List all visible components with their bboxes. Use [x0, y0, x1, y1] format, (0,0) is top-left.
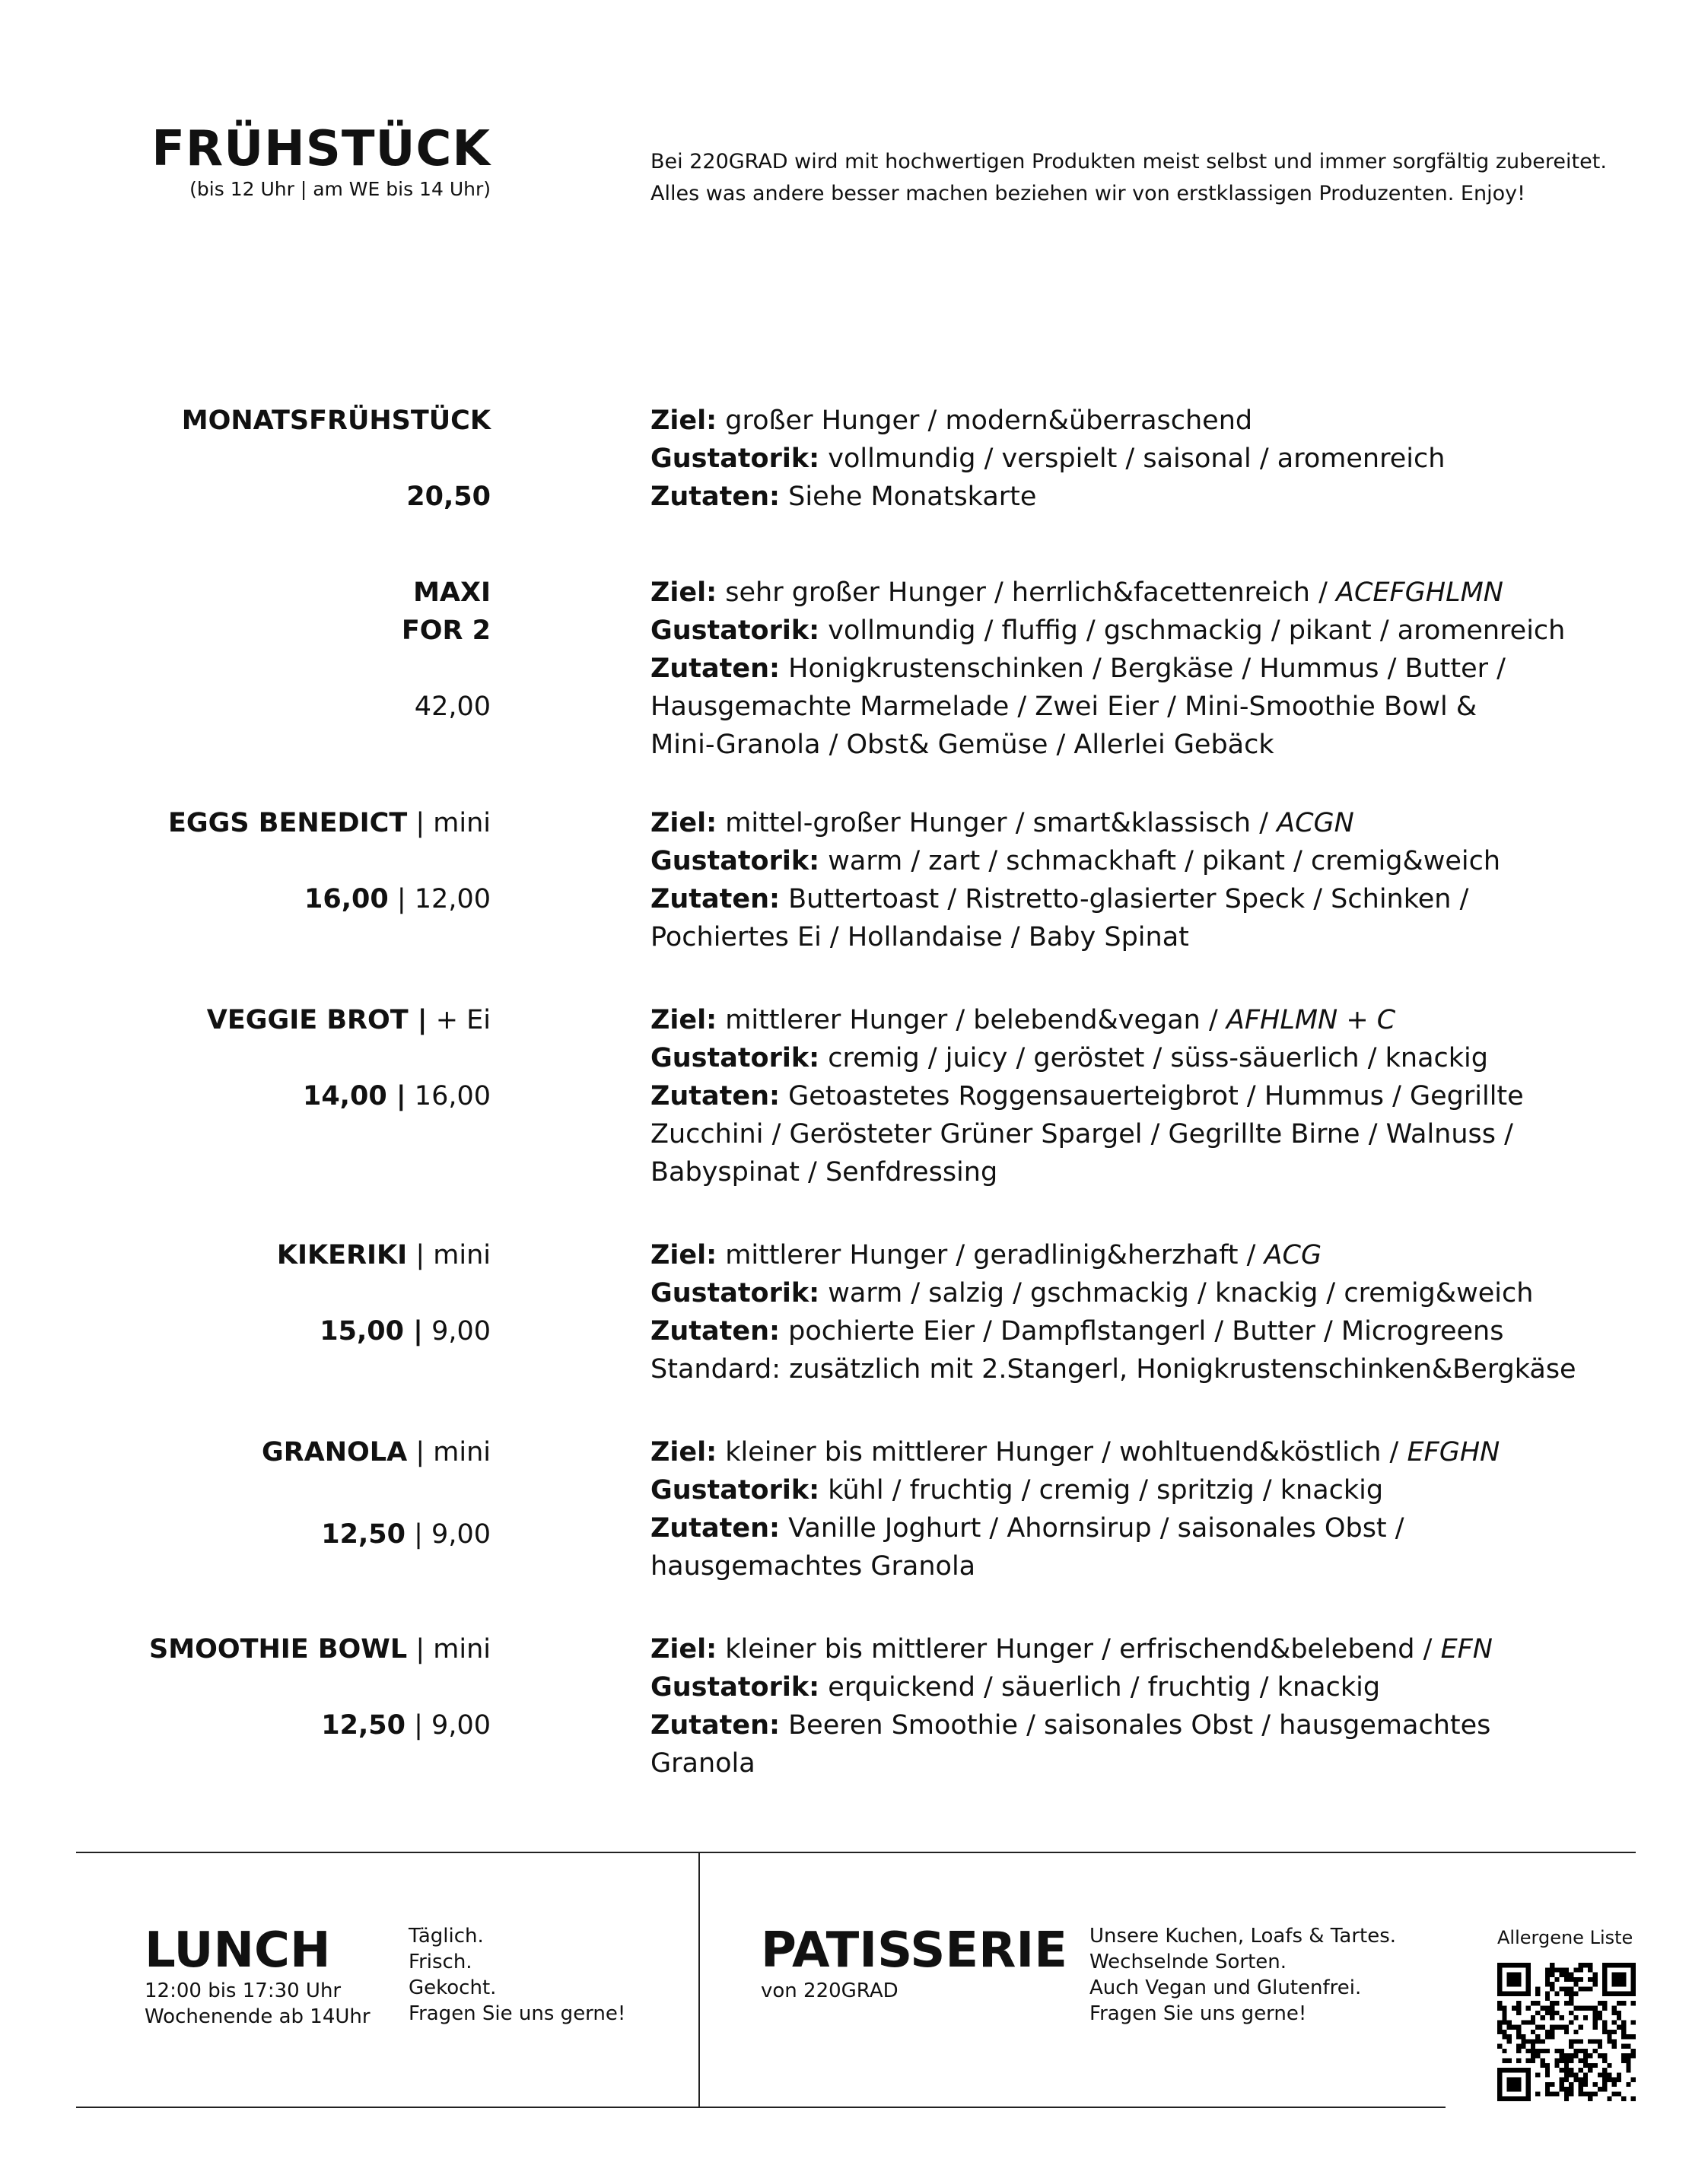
- item-price: 14,00 | 16,00: [302, 1081, 491, 1111]
- item-name: GRANOLA | mini: [262, 1437, 491, 1467]
- item-zutaten-cont: Zucchini / Gerösteter Grüner Spargel / Gegrillte Birne / Walnuss /: [650, 1119, 1513, 1150]
- item-name: KIKERIKI | mini: [276, 1240, 491, 1270]
- patisserie-note: Unsere Kuchen, Loafs & Tartes.: [1089, 1925, 1397, 1948]
- item-name: EGGS BENEDICT | mini: [168, 808, 491, 838]
- lunch-note: Fragen Sie uns gerne!: [409, 2002, 626, 2025]
- item-name: MAXI: [413, 577, 491, 608]
- footer-divider: [698, 1852, 700, 2108]
- item-name: SMOOTHIE BOWL | mini: [149, 1634, 491, 1665]
- lunch-hours: 12:00 bis 17:30 Uhr: [145, 1979, 342, 2002]
- lunch-block: [145, 1923, 371, 2030]
- item-gustatorik: Gustatorik: cremig / juicy / geröstet / süss-säuerlich / knackig: [650, 1043, 1489, 1073]
- item-zutaten: Zutaten: Getoastetes Roggensauerteigbrot / Hummus / Gegrillte: [650, 1081, 1524, 1111]
- item-gustatorik: Gustatorik: vollmundig / verspielt / saisonal / aromenreich: [650, 444, 1446, 474]
- item-ziel: Ziel: kleiner bis mittlerer Hunger / wohltuend&köstlich / EFGHN: [650, 1437, 1500, 1467]
- patisserie-note: Wechselnde Sorten.: [1089, 1951, 1287, 1973]
- item-ziel: Ziel: sehr großer Hunger / herrlich&facettenreich / ACEFGHLMN: [650, 577, 1503, 608]
- item-ziel: Ziel: großer Hunger / modern&überraschend: [650, 405, 1253, 436]
- item-name: MONATSFRÜHSTÜCK: [181, 405, 491, 436]
- patisserie-notes: [1089, 1923, 1396, 2027]
- item-zutaten-cont: Standard: zusätzlich mit 2.Stangerl, Honigkrustenschinken&Bergkäse: [650, 1354, 1576, 1385]
- item-gustatorik: Gustatorik: warm / salzig / gschmackig / knackig / cremig&weich: [650, 1278, 1534, 1308]
- item-gustatorik: Gustatorik: warm / zart / schmackhaft / pikant / cremig&weich: [650, 846, 1501, 876]
- item-gustatorik: Gustatorik: erquickend / säuerlich / fruchtig / knackig: [650, 1672, 1381, 1703]
- item-ziel: Ziel: mittlerer Hunger / belebend&vegan / AFHLMN + C: [650, 1005, 1396, 1035]
- allergen-codes: EFN: [1440, 1634, 1493, 1665]
- allergen-codes: ACEFGHLMN: [1336, 577, 1503, 608]
- lunch-note: Täglich.: [409, 1925, 484, 1948]
- allergen-qr-code-icon[interactable]: [1497, 1963, 1636, 2101]
- patisserie-sub: von 220GRAD: [761, 1979, 899, 2002]
- item-price: 20,50: [406, 482, 491, 512]
- item-price: 15,00 | 9,00: [320, 1316, 491, 1347]
- lunch-note: Gekocht.: [409, 1976, 497, 1999]
- item-zutaten-cont: Pochiertes Ei / Hollandaise / Baby Spinat: [650, 922, 1189, 952]
- page-subtitle: (bis 12 Uhr | am WE bis 14 Uhr): [189, 178, 491, 200]
- lunch-title: LUNCH: [145, 1922, 331, 1979]
- lunch-hours-weekend: Wochenende ab 14Uhr: [145, 2005, 371, 2028]
- allergen-codes: AFHLMN + C: [1226, 1005, 1396, 1035]
- patisserie-block: [761, 1923, 1067, 2004]
- page-title: FRÜHSTÜCK: [151, 121, 491, 177]
- allergen-codes: ACG: [1264, 1240, 1322, 1270]
- footer-bottom-rule: [76, 2107, 1446, 2108]
- item-price: 42,00: [414, 692, 491, 722]
- intro-text: [650, 146, 1655, 210]
- item-zutaten: Zutaten: Beeren Smoothie / saisonales Obst / hausgemachtes: [650, 1710, 1491, 1741]
- item-ziel: Ziel: kleiner bis mittlerer Hunger / erfrischend&belebend / EFN: [650, 1634, 1493, 1665]
- item-gustatorik: Gustatorik: vollmundig / fluffig / gschmackig / pikant / aromenreich: [650, 615, 1566, 646]
- footer-top-rule: [76, 1852, 1636, 1853]
- item-zutaten: Zutaten: Siehe Monatskarte: [650, 482, 1037, 512]
- item-price: 16,00 | 12,00: [304, 884, 491, 914]
- item-ziel: Ziel: mittlerer Hunger / geradlinig&herzhaft / ACG: [650, 1240, 1322, 1270]
- item-zutaten: Zutaten: Vanille Joghurt / Ahornsirup / saisonales Obst /: [650, 1513, 1404, 1544]
- item-gustatorik: Gustatorik: kühl / fruchtig / cremig / spritzig / knackig: [650, 1475, 1384, 1506]
- patisserie-title: PATISSERIE: [761, 1922, 1067, 1979]
- item-zutaten-cont: Babyspinat / Senfdressing: [650, 1157, 998, 1188]
- allergen-codes: EFGHN: [1407, 1437, 1500, 1467]
- item-zutaten: Zutaten: Honigkrustenschinken / Bergkäse / Hummus / Butter /: [650, 653, 1506, 684]
- lunch-notes: [409, 1923, 625, 2027]
- item-name: VEGGIE BROT | + Ei: [206, 1005, 491, 1035]
- item-zutaten: Zutaten: pochierte Eier / Dampflstangerl / Butter / Microgreens: [650, 1316, 1504, 1347]
- item-price: 12,50 | 9,00: [321, 1710, 491, 1741]
- item-zutaten-cont: Hausgemachte Marmelade / Zwei Eier / Mini-Smoothie Bowl &: [650, 692, 1477, 722]
- item-zutaten-cont: hausgemachtes Granola: [650, 1551, 976, 1582]
- intro-line: Bei 220GRAD wird mit hochwertigen Produkten meist selbst und immer sorgfältig zubereitet.: [650, 150, 1607, 173]
- patisserie-note: Auch Vegan und Glutenfrei.: [1089, 1976, 1362, 1999]
- item-name-line2: FOR 2: [401, 615, 491, 646]
- item-zutaten-cont: Mini-Granola / Obst& Gemüse / Allerlei Gebäck: [650, 730, 1274, 760]
- item-price: 12,50 | 9,00: [321, 1519, 491, 1550]
- allergen-list-label: Allergene Liste: [1497, 1927, 1633, 1948]
- intro-line: Alles was andere besser machen beziehen wir von erstklassigen Produzenten. Enjoy!: [650, 182, 1525, 205]
- item-zutaten-cont: Granola: [650, 1748, 755, 1779]
- item-zutaten: Zutaten: Buttertoast / Ristretto-glasierter Speck / Schinken /: [650, 884, 1469, 914]
- allergen-codes: ACGN: [1277, 808, 1354, 838]
- lunch-note: Frisch.: [409, 1951, 472, 1973]
- item-ziel: Ziel: mittel-großer Hunger / smart&klassisch / ACGN: [650, 808, 1354, 838]
- header-title-block: [126, 122, 491, 201]
- patisserie-note: Fragen Sie uns gerne!: [1089, 2002, 1307, 2025]
